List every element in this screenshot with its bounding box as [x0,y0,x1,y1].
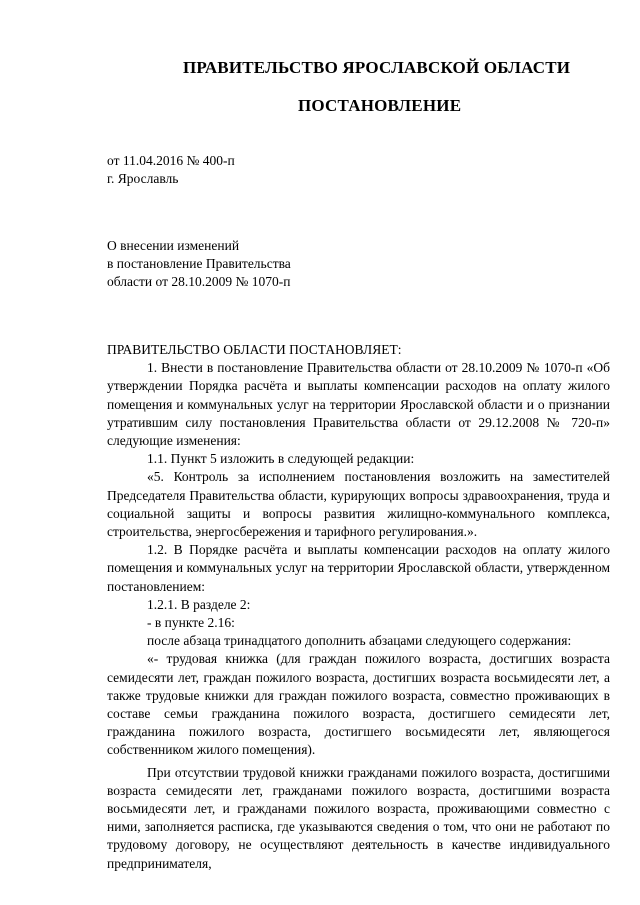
body-paragraph: «- трудовая книжка (для граждан пожилого возраста, достигших возраста семидесяти лет, граждан пожилого возраста, достигших возраста восьмидесяти лет, а также трудовые книжки для граждан пожилого возраста, совместно проживающих в составе семьи гражданина пожилого возраста, достигшего семидесяти лет, гражданина пожилого возраста, достигшего восьмидесяти лет, являющегося собственником жилого помещения). [107,651,610,758]
document-city: г. Ярославль [107,171,179,186]
body-paragraph: 1. Внести в постановление Правительства области от 28.10.2009 № 1070-п «Об утверждении Порядка расчёта и выплаты компенсации расходов на оплату жилого помещения и коммунальных услуг на территории Ярославской области и о признании утратившим силу постановления Правительства области от 29.12.2008 № 720-п» следующие изменения: [107,360,610,449]
document-body [107,341,610,873]
preamble: ПРАВИТЕЛЬСТВО ОБЛАСТИ ПОСТАНОВЛЯЕТ: [107,342,402,357]
body-paragraph: 1.2. В Порядке расчёта и выплаты компенсации расходов на оплату жилого помещения и коммунальных услуг на территории Ярославской области, утвержденном постановлением: [107,542,610,594]
body-paragraph: «5. Контроль за исполнением постановления возложить на заместителей Председателя Правительства области, курирующих вопросы здравоохранения, труда и социальной защиты и вопросы развития жилищно-коммунального комплекса, строительства, энергосбережения и тарифного регулирования.». [107,469,610,540]
body-paragraph: 1.2.1. В разделе 2: [147,596,251,612]
subject-line: О внесении изменений [107,238,240,253]
document-subject [107,237,291,291]
body-paragraph: При отсутствии трудовой книжки гражданами пожилого возраста, достигшими возраста семидесяти лет, гражданами пожилого возраста, достигшими возраста восьмидесяти лет, и гражданами пожилого возраста, проживающими совместно с ними, заполняется расписка, где указываются сведения о том, что они не работают по трудовому договору, не осуществляют деятельность в качестве индивидуального предпринимателя, [107,764,610,871]
government-title: ПРАВИТЕЛЬСТВО ЯРОСЛАВСКОЙ ОБЛАСТИ [183,58,571,77]
document-type-title: ПОСТАНОВЛЕНИЕ [298,96,462,115]
body-paragraph: после абзаца тринадцатого дополнить абзацами следующего содержания: [147,633,572,649]
body-paragraph: 1.1. Пункт 5 изложить в следующей редакции: [147,451,415,467]
body-paragraph: - в пункте 2.16: [147,615,235,631]
subject-line: области от 28.10.2009 № 1070-п [107,274,291,289]
subject-line: в постановление Правительства [107,256,291,271]
document-date-number: от 11.04.2016 № 400-п [107,153,235,168]
